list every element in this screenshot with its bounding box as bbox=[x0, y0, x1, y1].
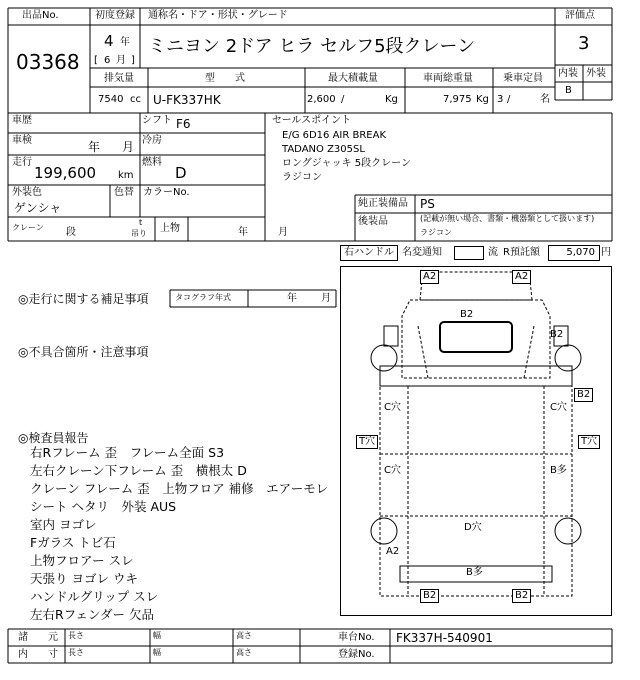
max-load-unit: Kg bbox=[385, 94, 398, 105]
damage-mark: T穴 bbox=[356, 435, 378, 449]
reg-month-unit: 月 bbox=[116, 55, 126, 66]
score-value: 3 bbox=[578, 33, 590, 54]
shift-label: シフト bbox=[142, 115, 172, 126]
gross-weight-value: 7,975 bbox=[443, 94, 472, 105]
sales-point-line: ロングジャッキ 5段クレーン bbox=[282, 158, 411, 169]
inspector-line: 左右クレーン下フレーム 歪 横根太 D bbox=[30, 463, 247, 478]
truck-damage-diagram bbox=[340, 266, 612, 616]
damage-mark: C穴 bbox=[384, 402, 401, 413]
inspector-line: 室内 ヨゴレ bbox=[30, 517, 97, 532]
damage-mark: A2 bbox=[386, 546, 400, 557]
right-handle-label: 右ハンドル bbox=[344, 247, 394, 258]
damage-mark: B2 bbox=[460, 309, 474, 320]
reg-month-bracket-r: ] bbox=[131, 55, 135, 66]
width-label: 幅 bbox=[153, 631, 161, 640]
interior-grade: B bbox=[565, 85, 572, 96]
tachograph-label: タコグラフ年式 bbox=[175, 293, 231, 302]
exterior-grade-label: 外装 bbox=[586, 68, 606, 79]
damage-mark: C穴 bbox=[550, 402, 567, 413]
sales-points-label: セールスポイント bbox=[272, 115, 352, 126]
model-label: 型 式 bbox=[205, 73, 245, 84]
defects-title: ◎不具合箇所・注意事項 bbox=[18, 345, 149, 359]
damage-mark: A2 bbox=[512, 270, 531, 284]
tachograph-month: 月 bbox=[321, 293, 331, 304]
history-label: 車歴 bbox=[12, 115, 32, 126]
inspector-line: 天張り ヨゴレ ウキ bbox=[30, 571, 138, 586]
driving-notes-title: ◎走行に関する補足事項 bbox=[18, 292, 149, 306]
aircon-label: 冷房 bbox=[142, 135, 162, 146]
inspector-line: 左右Rフェンダー 欠品 bbox=[30, 607, 155, 622]
height-label: 高さ bbox=[236, 631, 252, 640]
damage-mark: C穴 bbox=[384, 465, 401, 476]
max-load-slash: / bbox=[341, 94, 345, 105]
length-label: 長さ bbox=[68, 648, 84, 657]
mileage-unit: km bbox=[118, 170, 134, 181]
upper-label: 上物 bbox=[160, 223, 180, 234]
exterior-color-value: ゲンシャ bbox=[14, 201, 62, 215]
length-label: 長さ bbox=[68, 631, 84, 640]
crane-lift: 吊り bbox=[131, 229, 147, 238]
capacity-slash: / bbox=[507, 94, 511, 105]
aftermarket-value: ラジコン bbox=[420, 228, 452, 237]
damage-mark: A2 bbox=[420, 270, 439, 284]
right-handle-box bbox=[340, 245, 398, 261]
gross-weight-unit: Kg bbox=[476, 94, 489, 105]
crane-label: クレーン bbox=[12, 223, 44, 232]
damage-mark: T穴 bbox=[578, 435, 600, 449]
chassis-number-label: 車台No. bbox=[338, 632, 375, 643]
first-reg-label: 初度登録 bbox=[95, 10, 135, 21]
damage-mark: B2 bbox=[550, 329, 564, 340]
exterior-color-label: 外装色 bbox=[12, 187, 42, 198]
displacement-value: 7540 bbox=[98, 94, 124, 105]
upper-year: 年 bbox=[238, 227, 248, 238]
inspector-line: クレーン フレーム 歪 上物フロア 補修 エアーモレ bbox=[30, 481, 329, 496]
reg-month: 6 bbox=[104, 55, 111, 66]
chassis-number-value: FK337H-540901 bbox=[396, 631, 493, 645]
reset-label: 流 bbox=[488, 247, 498, 258]
damage-mark: D穴 bbox=[464, 522, 482, 533]
owner-change-label: 名変通知 bbox=[402, 247, 442, 258]
inspection-month: 月 bbox=[122, 140, 135, 154]
width-label: 幅 bbox=[153, 648, 161, 657]
capacity-label: 乗車定員 bbox=[503, 73, 543, 84]
car-name: ミニヨン 2ドア ヒラ セルフ5段クレーン bbox=[148, 36, 476, 57]
recycle-deposit-box bbox=[548, 245, 600, 261]
displacement-unit: cc bbox=[130, 94, 141, 105]
inspector-line: ハンドルグリップ スレ bbox=[30, 589, 159, 604]
tachograph-year: 年 bbox=[287, 293, 297, 304]
mileage-value: 199,600 bbox=[34, 164, 97, 182]
recycle-deposit-value: 5,070 bbox=[566, 247, 595, 258]
capacity-value: 3 bbox=[497, 94, 504, 105]
inspector-line: シート ヘタリ 外装 AUS bbox=[30, 499, 177, 514]
fuel-value: D bbox=[175, 164, 187, 182]
color-code-label: カラーNo. bbox=[143, 187, 190, 198]
mileage-label: 走行 bbox=[12, 157, 32, 168]
inspector-line: 上物フロアー スレ bbox=[30, 553, 134, 568]
inspection-label: 車検 bbox=[12, 135, 32, 146]
sales-point-line: E/G 6D16 AIR BREAK bbox=[282, 130, 387, 141]
registration-number-label: 登録No. bbox=[338, 649, 375, 660]
inspection-year: 年 bbox=[88, 140, 101, 154]
reg-month-bracket-l: [ bbox=[94, 55, 98, 66]
fuel-label: 燃料 bbox=[142, 157, 162, 168]
damage-mark: B多 bbox=[466, 567, 483, 578]
height-label: 高さ bbox=[236, 648, 252, 657]
capacity-unit: 名 bbox=[540, 94, 550, 105]
damage-mark: B2 bbox=[420, 589, 439, 603]
inspector-line: Fガラス トビ石 bbox=[30, 535, 116, 550]
genuine-equipment-value: PS bbox=[420, 197, 435, 211]
lot-label: 出品No. bbox=[22, 10, 59, 21]
reg-year-unit: 年 bbox=[120, 37, 130, 48]
damage-mark: B多 bbox=[550, 465, 567, 476]
sales-point-line: TADANO Z305SL bbox=[282, 144, 365, 155]
max-load-label: 最大積載量 bbox=[328, 73, 378, 84]
damage-mark: B2 bbox=[574, 388, 593, 402]
car-name-label: 通称名・ドア・形状・グレード bbox=[148, 10, 288, 21]
owner-change-box bbox=[454, 246, 484, 260]
lot-number: 03368 bbox=[16, 50, 80, 74]
upper-month: 月 bbox=[278, 227, 288, 238]
crane-stage: 段 bbox=[66, 227, 76, 238]
recycle-deposit-label: R預託額 bbox=[503, 247, 540, 258]
color-change-label: 色替 bbox=[114, 187, 134, 198]
interior-grade-label: 内装 bbox=[558, 68, 578, 79]
max-load-value: 2,600 bbox=[307, 94, 336, 105]
spec-label: 諸 元 bbox=[18, 632, 58, 643]
sales-point-line: ラジコン bbox=[282, 172, 322, 183]
recycle-deposit-unit: 円 bbox=[601, 247, 611, 258]
score-label: 評価点 bbox=[565, 10, 595, 21]
damage-mark: B2 bbox=[512, 589, 531, 603]
gross-weight-label: 車両総重量 bbox=[423, 73, 473, 84]
shift-value: F6 bbox=[176, 117, 191, 131]
reg-year: 4 bbox=[104, 32, 114, 50]
aftermarket-note: (記載が無い場合、書類・機器類として扱います) bbox=[420, 214, 595, 223]
inner-size-label: 内 寸 bbox=[18, 649, 58, 660]
displacement-label: 排気量 bbox=[104, 73, 134, 84]
crane-ton-unit: t bbox=[139, 218, 143, 227]
inspector-report-title: ◎検査員報告 bbox=[18, 431, 89, 445]
inspector-line: 右Rフレーム 歪 フレーム全面 S3 bbox=[30, 445, 225, 460]
model-value: U-FK337HK bbox=[153, 93, 221, 107]
aftermarket-label: 後装品 bbox=[358, 216, 388, 227]
genuine-equipment-label: 純正装備品 bbox=[358, 198, 408, 209]
